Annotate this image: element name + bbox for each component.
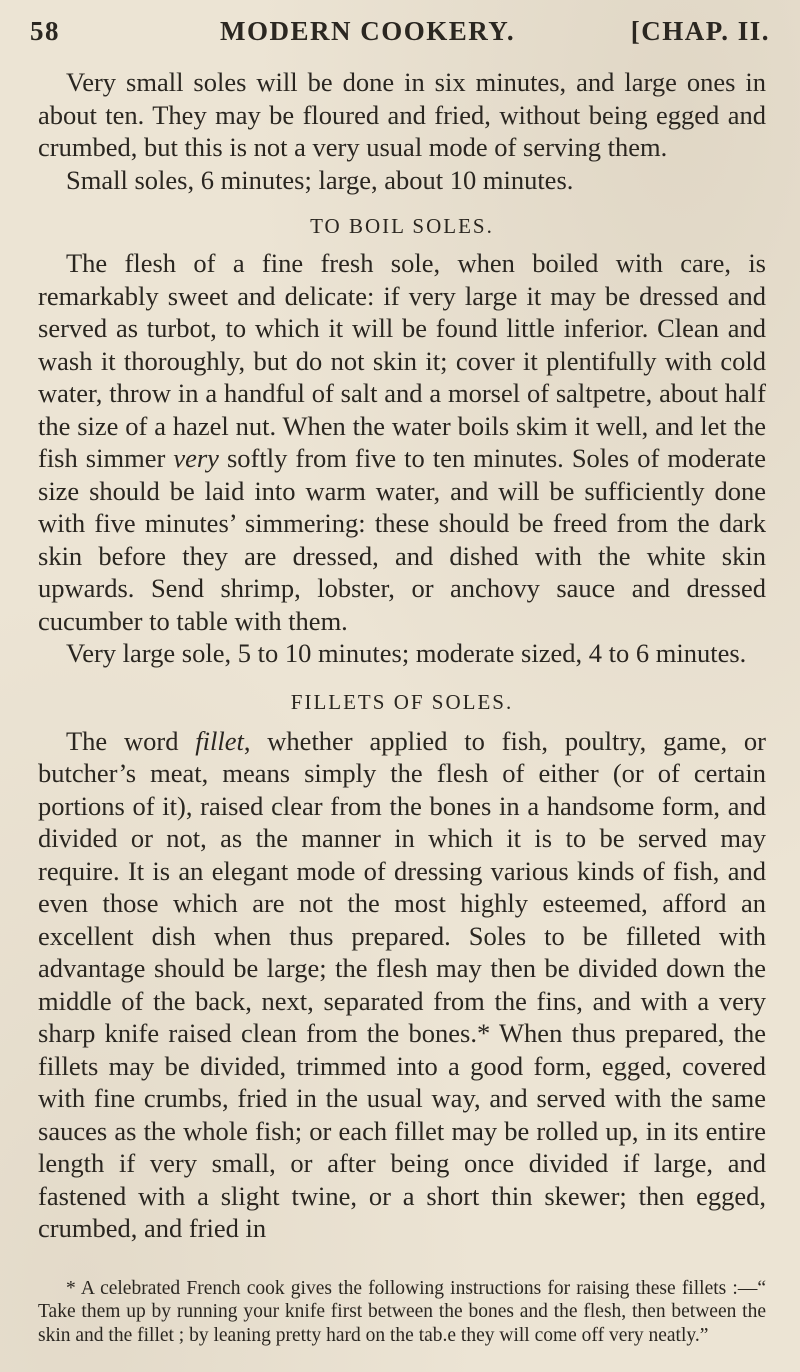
- boil-soles-paragraph-2: Very large sole, 5 to 10 minutes; moderate sized, 4 to 6 minutes.: [66, 638, 747, 668]
- soles-paragraph-2: Small soles, 6 minutes; large, about 10 minutes.: [66, 164, 574, 195]
- boil-soles-paragraph-1: [38, 247, 766, 637]
- footnote: * A celebrated French cook gives the following instructions for raising these fillets :—“ Take them up by running your knife first between the bones and the flesh, then between the skin and the fillet ; by leaning pretty hard on the tab.e they will come off very neatly.”: [38, 1277, 766, 1346]
- chapter-reference: [CHAP. II.: [630, 16, 770, 46]
- boil-emphasis: very: [173, 443, 219, 473]
- boil-text-part-b: softly from five to ten minutes. Soles of moderate size should be laid into warm water, and will be sufficiently done with five minutes’ simmering: these should be freed from the dark skin before they are dressed, and dished with the white skin upwards. Send shrimp, lobster, or anchovy sauce and dressed cucumber to table with them.: [38, 443, 766, 636]
- book-title: MODERN COOKERY.: [220, 16, 516, 46]
- fillets-emphasis: fillet: [195, 725, 244, 756]
- soles-paragraph-1: Very small soles will be done in six minutes, and large ones in about ten. They may be floured and fried, without being egged and crumbed, but this is not a very usual mode of serving them.: [38, 67, 766, 162]
- page-number: 58: [30, 16, 60, 46]
- section-heading-boil-soles: TO BOIL SOLES.: [310, 214, 494, 238]
- section-heading-fillets-of-soles: FILLETS OF SOLES.: [290, 689, 514, 714]
- fillets-paragraph: [38, 725, 766, 1245]
- boil-text-part-a: The flesh of a fine fresh sole, when boiled with care, is remarkably sweet and delicate: if very large it may be dressed and served as turbot, to which it will be found little inferior. Clean and wash it thoroughly, but do not skin it; cover it plentifully with cold water, throw in a handful of salt and a morsel of saltpetre, about half the size of a hazel nut. When the water boils skim it well, and let the fish simmer: [38, 248, 766, 473]
- running-head: [30, 10, 770, 50]
- fillets-text-part-b: , whether applied to fish, poultry, game, or butcher’s meat, means simply the flesh of either (or of certain portions of it), raised clear from the bones in a handsome form, and divided or not, as the manner in which it is to be served may require. It is an elegant mode of dressing various kinds of fish, and even those which are not the most highly esteemed, afford an excellent dish when thus prepared. Soles to be filleted with advantage should be large; the flesh may then be divided down the middle of the back, next, separated from the fins, and with a very sharp knife raised clean from the bones.* When thus prepared, the fillets may be divided, trimmed into a good form, egged, covered with fine crumbs, fried in the usual way, and served with the same sauces as the whole fish; or each fillet may be rolled up, in its entire length if very small, or after being once divided if large, and fastened with a slight twine, or a short thin skewer; then egged, crumbed, and fried in: [38, 725, 766, 1243]
- fillets-text-part-a: The word: [66, 725, 196, 756]
